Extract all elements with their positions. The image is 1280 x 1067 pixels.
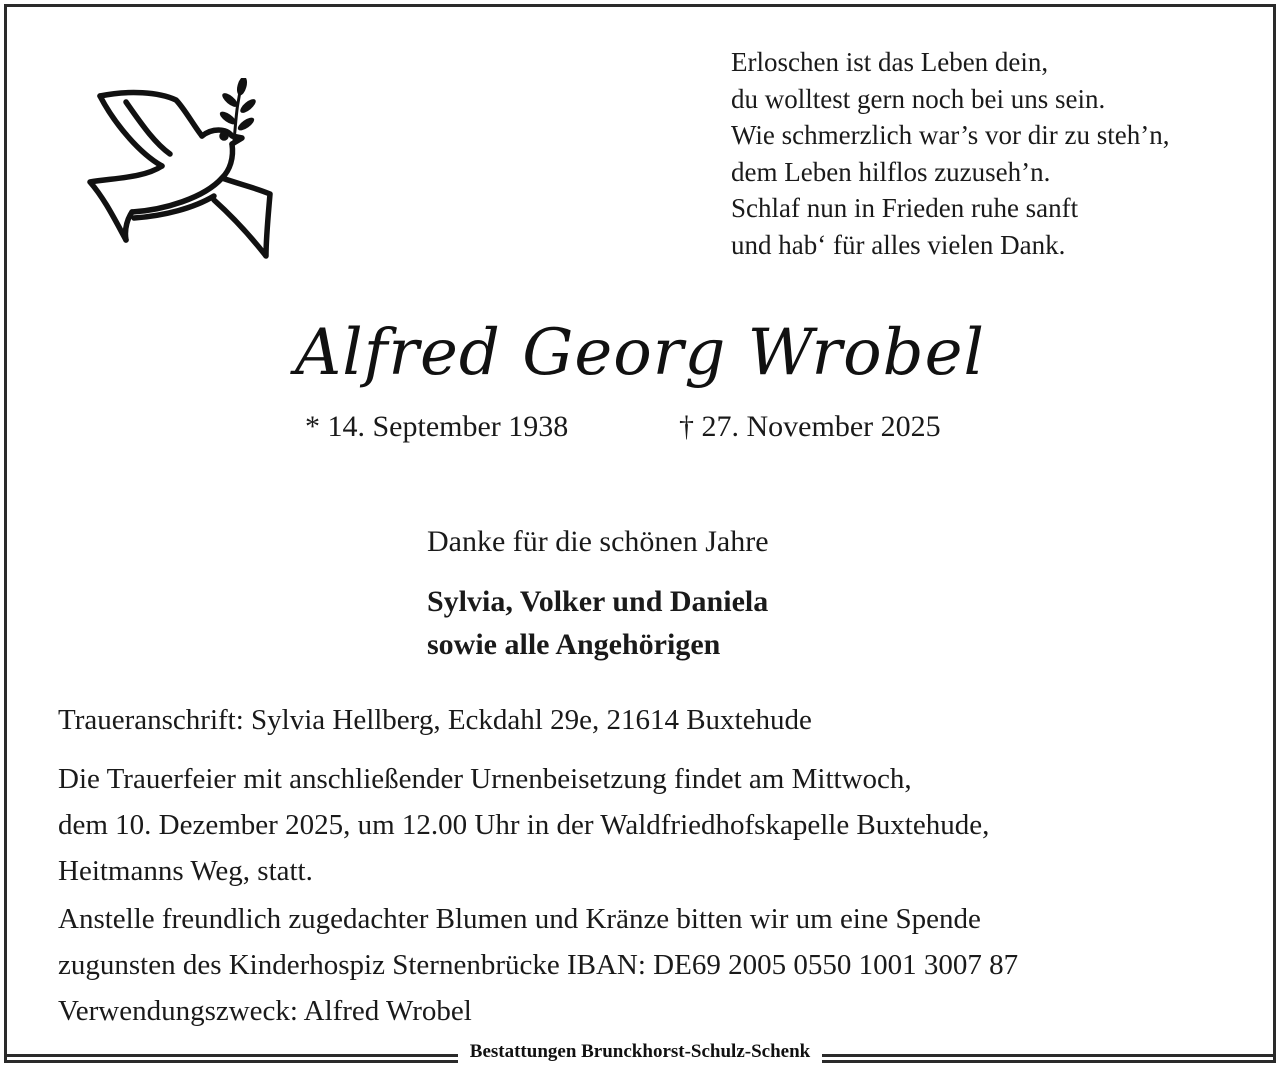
poem-line: Schlaf nun in Frieden ruhe sanft (731, 193, 1079, 224)
poem-line: und hab‘ für alles vielen Dank. (731, 229, 1066, 260)
poem-line: Erloschen ist das Leben dein, (731, 47, 1049, 77)
funeral-home-name: Bestattungen Brunckhorst-Schulz-Schenk (458, 1041, 822, 1063)
ceremony-line: Heitmanns Weg, statt. (58, 855, 313, 887)
family-line: Sylvia, Volker und Daniela (427, 585, 769, 618)
donation-line: zugunsten des Kinderhospiz Sternenbrücke IBAN: DE69 2005 0550 1001 3007 87 (58, 949, 1019, 981)
dove-with-olive-branch-icon (84, 78, 280, 264)
poem (731, 44, 1251, 264)
thanks-text: Danke für die schönen Jahre (427, 525, 769, 558)
footer (0, 1041, 1280, 1063)
ceremony-line: Die Trauerfeier mit anschließender Urnenbeisetzung findet am Mittwoch, (58, 763, 912, 795)
donation-line: Anstelle freundlich zugedachter Blumen und Kränze bitten wir um eine Spende (58, 903, 981, 935)
ceremony-line: dem 10. Dezember 2025, um 12.00 Uhr in der Waldfriedhofskapelle Buxtehude, (58, 809, 990, 841)
birth-date: * 14. September 1938 (305, 410, 569, 443)
ceremony-info (58, 756, 989, 894)
deceased-name: Alfred Georg Wrobel (295, 316, 985, 390)
family-line: sowie alle Angehörigen (427, 628, 721, 661)
death-date: † 27. November 2025 (679, 410, 941, 443)
donation-info (58, 896, 1018, 1034)
mourning-address: Traueranschrift: Sylvia Hellberg, Eckdahl 29e, 21614 Buxtehude (58, 704, 812, 736)
family-signature (427, 580, 768, 666)
poem-line: dem Leben hilflos zuzuseh’n. (731, 156, 1051, 187)
poem-line: du wolltest gern noch bei uns sein. (731, 83, 1106, 114)
poem-line: Wie schmerzlich war’s vor dir zu steh’n, (731, 120, 1170, 151)
donation-line: Verwendungszweck: Alfred Wrobel (58, 995, 472, 1027)
